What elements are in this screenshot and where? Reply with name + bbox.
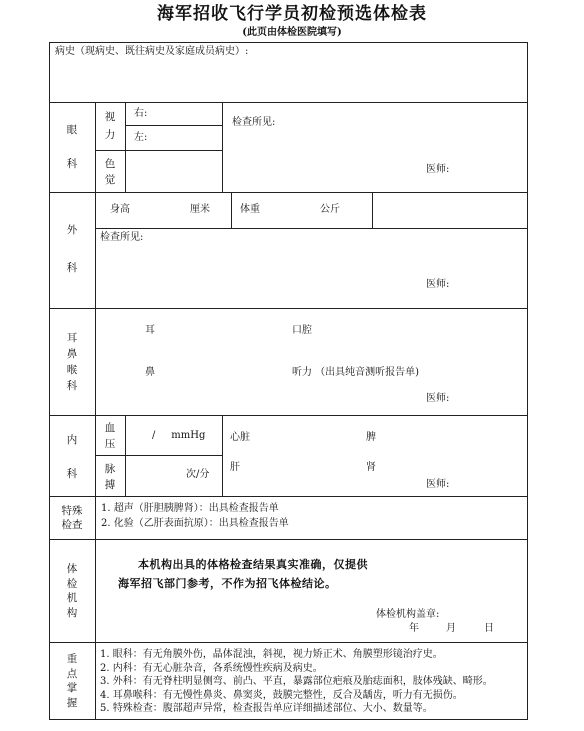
height-weight-divider: [231, 192, 232, 228]
surgery-findings-label: 检查所见:: [100, 232, 144, 243]
left-eye-label: 左:: [134, 132, 148, 143]
special-item-lab-test: 2. 化验（乙肝表面抗原）：出具检查报告单: [101, 518, 289, 529]
internal-section-label: 内 科: [66, 434, 78, 481]
row-divider: [49, 496, 528, 497]
color-vision-label: 色 觉: [104, 158, 116, 186]
eye-findings-label: 检查所见:: [232, 117, 276, 128]
eye-doctor-label: 医师:: [426, 164, 450, 175]
institution-statement-line1: 本机构出具的体格检查结果真实准确，仅提供: [138, 558, 368, 571]
date-year-label: 年: [409, 623, 419, 634]
form-title: 海军招收飞行学员初检预选体检表: [157, 4, 427, 24]
key-point-special: 5. 特殊检查：腹部超声异常，检查报告单应详细描述部位、大小、数量等。: [100, 703, 433, 714]
pulse-label: 脉 搏: [104, 463, 116, 491]
institution-section-label: 体 检 机 构: [66, 563, 78, 619]
weight-label: 体重: [240, 204, 260, 215]
surgery-section-label: 外 科: [66, 224, 78, 275]
hearing-label: 听力 （出具纯音测听报告单): [292, 367, 420, 378]
height-unit: 厘米: [190, 204, 210, 215]
institution-seal-label: 体检机构盖章:: [376, 609, 440, 620]
internal-row-divider: [95, 455, 222, 456]
weight-unit: 公斤: [320, 204, 340, 215]
blood-pressure-value: / mmHg: [152, 430, 206, 441]
kidney-label: 肾: [366, 462, 376, 473]
row-divider: [49, 415, 528, 416]
institution-statement-line2: 海军招飞部门参考，不作为招飞体检结论。: [118, 577, 337, 590]
special-exam-label: 特殊 检查: [61, 505, 83, 531]
surgery-doctor-label: 医师:: [426, 279, 450, 290]
heart-label: 心脏: [230, 432, 250, 443]
eye-row-divider: [95, 150, 222, 151]
special-item-ultrasound: 1. 超声（肝胆胰脾肾）：出具检查报告单: [101, 503, 279, 514]
mouth-label: 口腔: [292, 325, 312, 336]
surgery-row-divider: [95, 228, 528, 229]
internal-doctor-label: 医师:: [426, 479, 450, 490]
vision-label: 视 力: [104, 111, 116, 141]
height-label: 身高: [110, 204, 130, 215]
key-point-surgery: 3. 外科：有无脊柱明显侧弯、前凸、平直，暴露部位疤痕及胎痣面积，肢体残缺、畸形。: [100, 676, 493, 687]
row-divider: [49, 539, 528, 540]
row-divider: [49, 308, 528, 309]
liver-label: 肝: [230, 462, 240, 473]
key-points-section-label: 重 点 掌 握: [66, 653, 78, 709]
row-divider: [49, 192, 528, 193]
row-divider: [49, 102, 528, 103]
eye-row-divider: [125, 125, 222, 126]
date-month-label: 月: [446, 623, 456, 634]
ent-doctor-label: 医师:: [426, 393, 450, 404]
nose-label: 鼻: [145, 367, 155, 378]
ear-label: 耳: [145, 325, 155, 336]
right-eye-label: 右:: [134, 108, 148, 119]
blood-pressure-label: 血 压: [104, 422, 116, 450]
form-subtitle: (此页由体检医院填写): [242, 27, 342, 38]
label-column-divider: [95, 102, 96, 720]
medical-history-label: 病史（现病史、既往病史及家庭成员病史）:: [55, 46, 249, 57]
weight-end-divider: [372, 192, 373, 228]
eye-sub-divider: [125, 102, 126, 192]
pulse-unit: 次/分: [186, 469, 210, 480]
ent-section-label: 耳 鼻 喉 科: [66, 332, 78, 392]
key-point-eye: 1. 眼科：有无角膜外伤，晶体混浊，斜视，视力矫正术、角膜塑形镜治疗史。: [100, 649, 443, 660]
row-divider: [49, 642, 528, 643]
date-day-label: 日: [484, 623, 494, 634]
internal-organ-divider: [222, 415, 223, 496]
key-point-internal: 2. 内科：有无心脏杂音，各系统慢性疾病及病史。: [100, 662, 323, 674]
eye-section-label: 眼 科: [66, 124, 78, 171]
spleen-label: 脾: [366, 432, 376, 443]
eye-findings-divider: [222, 102, 223, 192]
key-point-ent: 4. 耳鼻喉科：有无慢性鼻炎、鼻窦炎，鼓膜完整性，反合及龋齿，听力有无损伤。: [100, 689, 463, 701]
